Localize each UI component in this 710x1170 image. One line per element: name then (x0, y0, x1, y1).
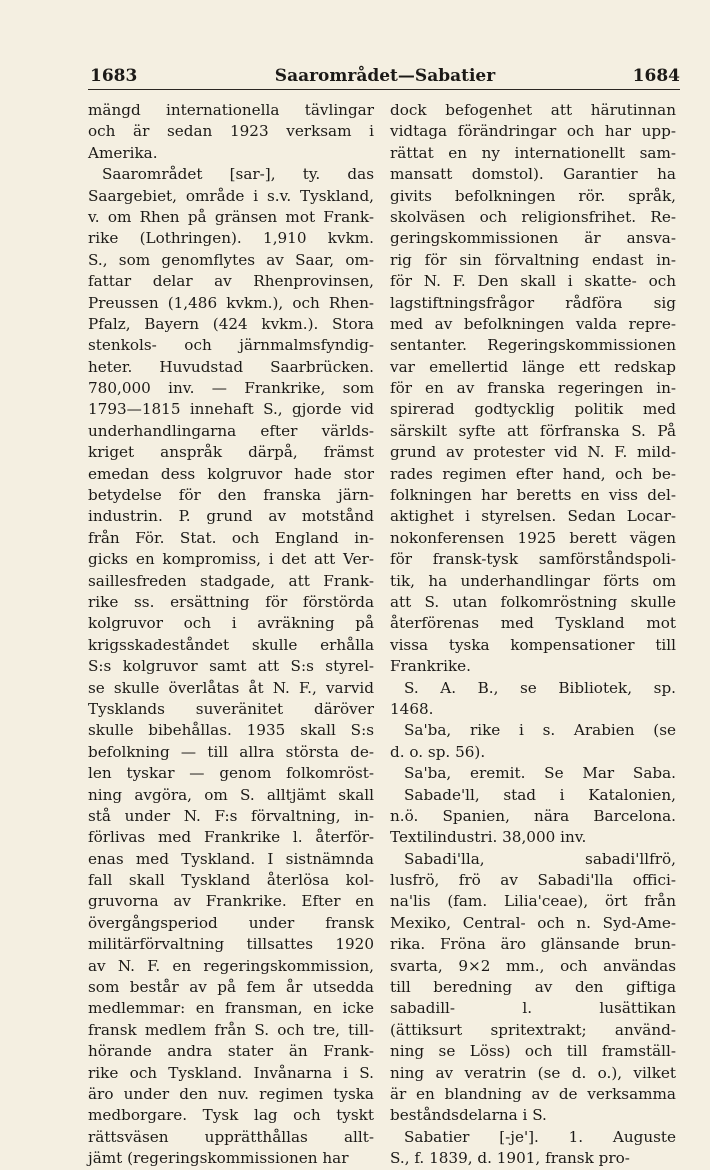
text-line: 780,000 inv. — Frankrike, som (88, 379, 374, 398)
text-line: Mexiko, Central- och n. Syd-Ame- (390, 913, 676, 932)
text-line: skolväsen och religionsfrihet. Re- (390, 207, 676, 226)
text-line: jämt (regeringskommissionen har (88, 1149, 349, 1168)
text-line: nokonferensen 1925 berett vägen (390, 528, 676, 547)
text-line: spirerad godtycklig politik med (390, 400, 676, 419)
text-line: hörande andra stater än Frank- (88, 1042, 374, 1061)
text-line: krigsskadeståndet skulle erhålla (88, 635, 374, 654)
text-line: folkningen har beretts en viss del- (390, 486, 676, 505)
text-line: se skulle överlåtas åt N. F., varvid (88, 678, 374, 697)
text-line: lusfrö, frö av Sabadi'lla offici- (390, 871, 676, 890)
text-line: Sa'ba, rike i s. Arabien (se (404, 721, 676, 740)
text-line: heter. Huvudstad Saarbrücken. (88, 357, 374, 376)
text-line: S:s kolgruvor samt att S:s styrel- (88, 657, 374, 676)
text-line: enas med Tyskland. I sistnämnda (88, 849, 374, 868)
text-line: rika. Fröna äro glänsande brun- (390, 935, 676, 954)
text-line: militärförvaltning tillsattes 1920 (88, 935, 374, 954)
text-line: ning avgöra, om S. alltjämt skall (88, 785, 374, 804)
text-line: rades regimen efter hand, och be- (390, 464, 676, 483)
text-line: svarta, 9×2 mm., och användas (390, 956, 676, 975)
text-line: kriget anspråk därpå, främst (88, 443, 374, 462)
page-header (90, 60, 680, 90)
text-line: d. o. sp. 56). (390, 742, 486, 761)
text-line: stå under N. F:s förvaltning, in- (88, 806, 374, 825)
text-line: tik, ha underhandlingar förts om (390, 571, 676, 590)
text-line: rike (Lothringen). 1,910 kvkm. (88, 229, 374, 248)
header-rule (88, 89, 680, 90)
text-line: av N. F. en regeringskommission, (88, 956, 374, 975)
text-line: rike och Tyskland. Invånarna i S. (88, 1063, 374, 1082)
text-line: särskilt syfte att förfranska S. På (390, 421, 676, 440)
text-line: emedan dess kolgruvor hade stor (88, 464, 374, 483)
text-line: S. A. B., se Bibliotek, sp. (404, 678, 676, 697)
text-line: Sabade'll, stad i Katalonien, (404, 785, 676, 804)
text-line: Preussen (1,486 kvkm.), och Rhen- (88, 293, 374, 312)
text-line: fall skall Tyskland återlösa kol- (88, 871, 374, 890)
text-line: geringskommissionen är ansva- (390, 229, 676, 248)
text-line: v. om Rhen på gränsen mot Frank- (88, 207, 374, 226)
text-line: betydelse för den franska järn- (88, 486, 374, 505)
text-line: fransk medlem från S. och tre, till- (88, 1020, 374, 1039)
text-line: var emellertid länge ett redskap (390, 357, 676, 376)
page-number-left: 1683 (90, 66, 138, 86)
text-line: till beredning av den giftiga (390, 978, 676, 997)
text-line: förlivas med Frankrike l. återför- (88, 828, 374, 847)
text-line: som består av på fem år utsedda (88, 978, 374, 997)
left-column (88, 100, 374, 1168)
text-line: Sabadi'lla, sabadi'llfrö, (404, 849, 676, 868)
text-line: övergångsperiod under fransk (88, 913, 374, 932)
text-line: kolgruvor och i avräkning på (88, 614, 374, 633)
text-line: är en blandning av de verksamma (390, 1084, 676, 1103)
text-line: Frankrike. (390, 657, 471, 676)
text-line: Saargebiet, område i s.v. Tyskland, (88, 186, 374, 205)
text-line: lagstiftningsfrågor rådföra sig (390, 293, 676, 312)
text-line: aktighet i styrelsen. Sedan Locar- (390, 507, 676, 526)
page-number-right: 1684 (632, 66, 680, 86)
text-line: rike ss. ersättning för förstörda (88, 592, 374, 611)
text-line: gruvorna av Frankrike. Efter en (88, 892, 374, 911)
text-line: 1793—1815 innehaft S., gjorde vid (88, 400, 374, 419)
text-line: S., som genomflytes av Saar, om- (88, 250, 374, 269)
text-line: n.ö. Spanien, nära Barcelona. (390, 806, 676, 825)
text-line: sentanter. Regeringskommissionen (390, 336, 676, 355)
text-line: rättsväsen upprätthållas allt- (88, 1127, 374, 1146)
text-line: med av befolkningen valda repre- (390, 314, 676, 333)
text-line: industrin. P. grund av motstånd (88, 507, 374, 526)
text-line: Sa'ba, eremit. Se Mar Saba. (404, 764, 676, 783)
text-line: Amerika. (88, 143, 158, 162)
text-line: vissa tyska kompensationer till (390, 635, 676, 654)
text-line: Textilindustri. 38,000 inv. (390, 828, 587, 847)
text-line: saillesfreden stadgade, att Frank- (88, 571, 374, 590)
text-line: S., f. 1839, d. 1901, fransk pro- (390, 1149, 630, 1168)
text-line: Pfalz, Bayern (424 kvkm.). Stora (88, 314, 374, 333)
text-line: stenkols- och järnmalmsfyndig- (88, 336, 374, 355)
text-line: fattar delar av Rhenprovinsen, (88, 272, 374, 291)
text-line: från För. Stat. och England in- (88, 528, 374, 547)
text-line: återförenas med Tyskland mot (390, 614, 676, 633)
text-line: att S. utan folkomröstning skulle (390, 592, 676, 611)
text-line: ning av veratrin (se d. o.), vilket (390, 1063, 676, 1082)
text-line: Tysklands suveränitet däröver (88, 699, 374, 718)
text-line: medlemmar: en fransman, en icke (88, 999, 374, 1018)
text-line: grund av protester vid N. F. mild- (390, 443, 676, 462)
text-line: gicks en kompromiss, i det att Ver- (88, 550, 374, 569)
text-line: 1468. (390, 699, 434, 718)
text-line: beståndsdelarna i S. (390, 1106, 547, 1125)
text-line: len tyskar — genom folkomröst- (88, 764, 374, 783)
text-line: för N. F. Den skall i skatte- och (390, 272, 676, 291)
text-line: sabadill- l. lusättikan (390, 999, 676, 1018)
text-line: underhandlingarna efter världs- (88, 421, 374, 440)
text-line: na'lis (fam. Lilia'ceae), ört från (390, 892, 676, 911)
right-column (390, 100, 676, 1168)
text-line: äro under den nuv. regimen tyska (88, 1084, 374, 1103)
text-line: befolkning — till allra största de- (88, 742, 374, 761)
text-line: givits befolkningen rör. språk, (390, 186, 676, 205)
text-line: mansatt domstol). Garantier ha (390, 165, 676, 184)
text-line: rättat en ny internationellt sam- (390, 143, 676, 162)
running-title: Saarområdet—Sabatier (274, 66, 496, 86)
text-line: rig för sin förvaltning endast in- (390, 250, 676, 269)
text-line: för en av franska regeringen in- (390, 379, 676, 398)
text-line: medborgare. Tysk lag och tyskt (88, 1106, 374, 1125)
text-line: dock befogenhet att härutinnan (390, 101, 676, 119)
text-line: mängd internationella tävlingar (88, 101, 374, 119)
text-line: Sabatier [-je']. 1. Auguste (404, 1127, 676, 1146)
text-line: för fransk-tysk samförståndspoli- (390, 550, 676, 569)
text-line: (ättiksurt spritextrakt; använd- (390, 1020, 676, 1039)
text-line: Saarområdet [sar-], ty. das (102, 165, 374, 184)
text-line: ning se Löss) och till framställ- (390, 1042, 676, 1061)
text-line: skulle bibehållas. 1935 skall S:s (88, 721, 374, 740)
text-line: vidtaga förändringar och har upp- (390, 122, 676, 141)
text-line: och är sedan 1923 verksam i (88, 122, 374, 141)
